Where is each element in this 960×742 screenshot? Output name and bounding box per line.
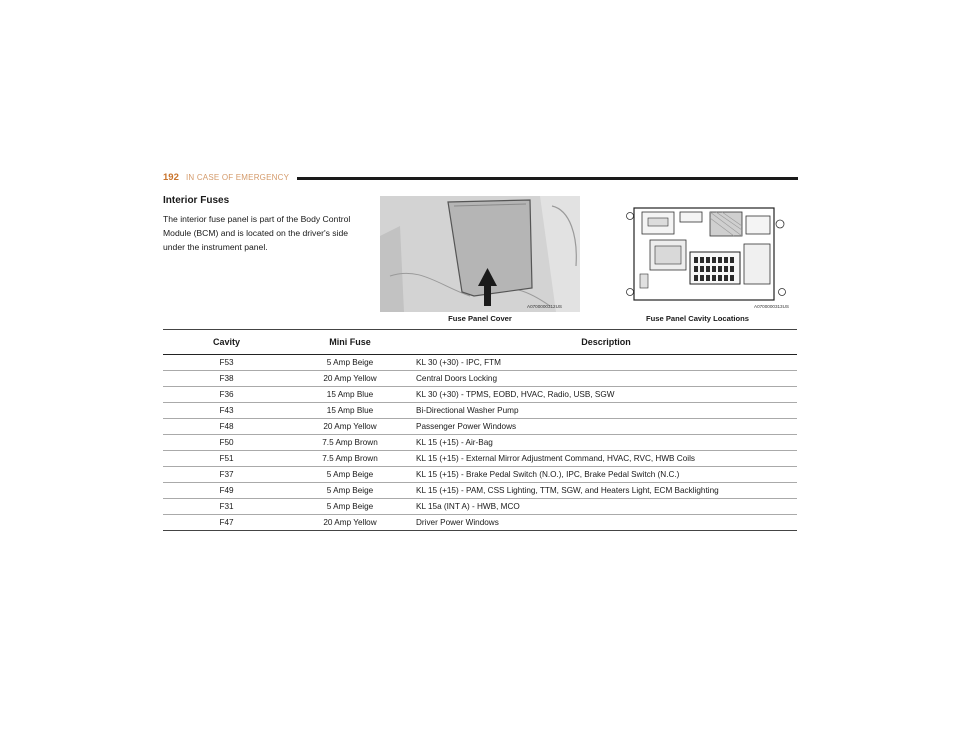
description-cell: KL 15a (INT A) - HWB, MCO — [410, 499, 797, 515]
description-cell: KL 15 (+15) - Air-Bag — [410, 435, 797, 451]
interior-fuse-table — [163, 329, 797, 531]
mini-fuse-cell: 20 Amp Yellow — [290, 419, 410, 435]
table-row — [163, 515, 797, 531]
description-cell: Bi-Directional Washer Pump — [410, 403, 797, 419]
page-header — [163, 172, 798, 186]
mini-fuse-cell: 5 Amp Beige — [290, 499, 410, 515]
cavity-cell: F51 — [163, 451, 290, 467]
description-cell: KL 15 (+15) - Brake Pedal Switch (N.O.), IPC, Brake Pedal Switch (N.C.) — [410, 467, 797, 483]
cavity-cell: F37 — [163, 467, 290, 483]
table-header-row — [163, 330, 797, 355]
mini-fuse-cell: 20 Amp Yellow — [290, 515, 410, 531]
table-row — [163, 499, 797, 515]
mini-fuse-cell: 20 Amp Yellow — [290, 371, 410, 387]
mini-fuse-cell: 15 Amp Blue — [290, 403, 410, 419]
mini-fuse-cell: 5 Amp Beige — [290, 355, 410, 371]
description-cell: Driver Power Windows — [410, 515, 797, 531]
header-rule — [297, 177, 798, 180]
mini-fuse-cell: 5 Amp Beige — [290, 483, 410, 499]
description-cell: Passenger Power Windows — [410, 419, 797, 435]
table-row — [163, 371, 797, 387]
figure-caption-cavity: Fuse Panel Cavity Locations — [646, 314, 749, 323]
svg-text:A0700000312US: A0700000312US — [527, 304, 562, 309]
table-row — [163, 435, 797, 451]
column-header-cavity: Cavity — [163, 330, 290, 355]
mini-fuse-cell: 7.5 Amp Brown — [290, 451, 410, 467]
table-row — [163, 467, 797, 483]
section-title: IN CASE OF EMERGENCY — [186, 173, 290, 182]
mini-fuse-cell: 7.5 Amp Brown — [290, 435, 410, 451]
cavity-cell: F53 — [163, 355, 290, 371]
cavity-cell: F36 — [163, 387, 290, 403]
page-number: 192 — [163, 172, 179, 183]
figure-caption-cover: Fuse Panel Cover — [448, 314, 512, 323]
cavity-cell: F50 — [163, 435, 290, 451]
table-row — [163, 355, 797, 371]
cavity-cell: F38 — [163, 371, 290, 387]
svg-text:A0700000313US: A0700000313US — [754, 304, 789, 309]
cavity-cell: F47 — [163, 515, 290, 531]
cavity-cell: F31 — [163, 499, 290, 515]
description-cell: KL 30 (+30) - IPC, FTM — [410, 355, 797, 371]
mini-fuse-cell: 15 Amp Blue — [290, 387, 410, 403]
description-cell: Central Doors Locking — [410, 371, 797, 387]
table-row — [163, 387, 797, 403]
section-heading: Interior Fuses — [163, 195, 230, 206]
mini-fuse-cell: 5 Amp Beige — [290, 467, 410, 483]
column-header-mini-fuse: Mini Fuse — [290, 330, 410, 355]
description-cell: KL 15 (+15) - External Mirror Adjustment Command, HVAC, RVC, HWB Coils — [410, 451, 797, 467]
table-row — [163, 419, 797, 435]
column-header-description: Description — [410, 330, 797, 355]
description-cell: KL 15 (+15) - PAM, CSS Lighting, TTM, SGW, and Heaters Light, ECM Backlighting — [410, 483, 797, 499]
description-cell: KL 30 (+30) - TPMS, EOBD, HVAC, Radio, USB, SGW — [410, 387, 797, 403]
fuse-panel-cover-figure — [380, 196, 580, 312]
cavity-cell: F49 — [163, 483, 290, 499]
table-row — [163, 483, 797, 499]
cavity-cell: F43 — [163, 403, 290, 419]
intro-paragraph: The interior fuse panel is part of the Body Control Module (BCM) and is located on the driver's side under the instrument panel. — [163, 214, 351, 252]
table-row — [163, 451, 797, 467]
fuse-cavity-locations-figure — [620, 196, 800, 312]
cavity-cell: F48 — [163, 419, 290, 435]
table-row — [163, 403, 797, 419]
